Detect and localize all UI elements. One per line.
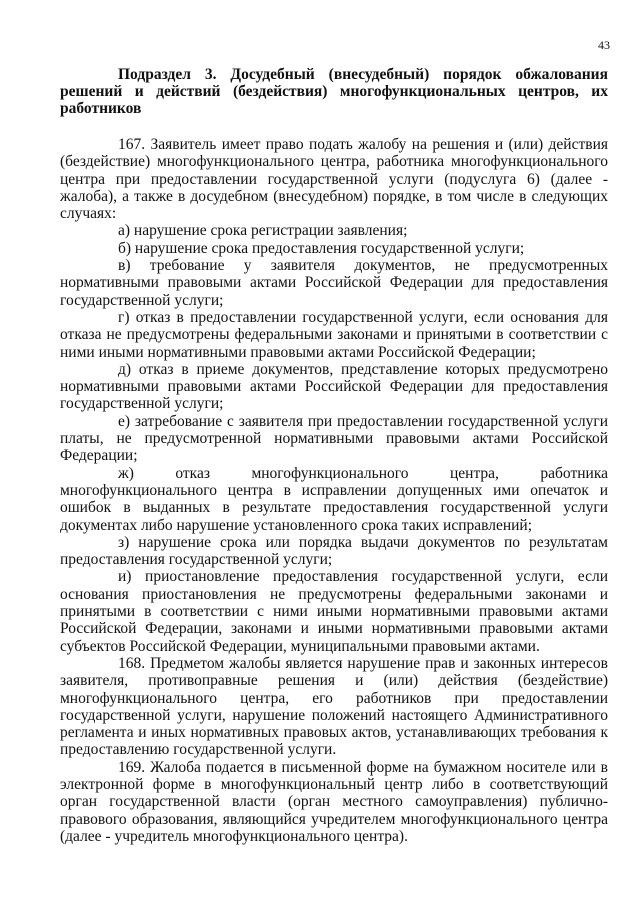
list-item-v: в) требование у заявителя документов, не предусмотренных нормативными правовыми актами Российской Федерации для предоставления государственной услуги; [60,257,608,309]
list-item-d: д) отказ в приеме документов, представление которых предусмотрено нормативными правовыми актами Российской Федерации для предоставления государственной услуги; [60,360,608,413]
body-text [60,136,608,845]
paragraph-169: 169. Жалоба подается в письменной форме на бумажном носителе или в электронной форме в многофункциональный центр либо в соответствующий орган государственной власти (орган местного самоуправления) публично-правового образования, являющийся учредителем многофункционального центра (далее - учредитель многофункционального центра). [60,758,608,845]
list-item-a: а) нарушение срока регистрации заявления; [118,222,408,240]
list-item-zh: ж) отказ многофункционального центра, работника многофункционального центра в исправлении допущенных ими опечаток и ошибок в выданных в результате предоставления государственной услуги документах либо нарушение установленного срока таких исправлений; [60,464,608,534]
paragraph-168: 168. Предметом жалобы является нарушение прав и законных интересов заявителя, противоправные решения и (или) действия (бездействие) многофункционального центра, его работников при предоставлении государственной услуги, нарушение положений настоящего Административного регламента и иных нормативных правовых актов, устанавливающих требования к предоставлению государственной услуги. [60,654,608,759]
list-item-z: з) нарушение срока или порядка выдачи документов по результатам предоставления государственной услуги; [60,533,608,569]
list-item-e: е) затребование с заявителя при предоставлении государственной услуги платы, не предусмотренной нормативными правовыми актами Российской Федерации; [60,412,608,465]
list-item-i: и) приостановление предоставления государственной услуги, если основания приостановления не предусмотрены федеральными законами и принятыми в соответствии с ними иными нормативными правовыми актами Российской Федерации, законами и иными нормативными правовыми актами субъектов Российской Федерации, муниципальными правовыми актами. [60,568,608,655]
list-item-b: б) нарушение срока предоставления государственной услуги; [118,239,525,257]
list-item-g: г) отказ в предоставлении государственной услуги, если основания для отказа не предусмотрены федеральными законами и принятыми в соответствии с ними иными нормативными правовыми актами Российской Федерации; [60,308,608,361]
paragraph-167: 167. Заявитель имеет право подать жалобу на решения и (или) действия (бездействие) многофункционального центра, работника многофункционального центра при предоставлении государственной услуги (подуслуга 6) (далее - жалоба), а также в досудебном (внесудебном) порядке, в том числе в следующих случаях: [60,136,608,223]
section-heading: Подраздел 3. Досудебный (внесудебный) порядок обжалования решений и действий (бездействия) многофункциональных центров, их работников [60,66,608,117]
page-number: 43 [598,38,610,52]
